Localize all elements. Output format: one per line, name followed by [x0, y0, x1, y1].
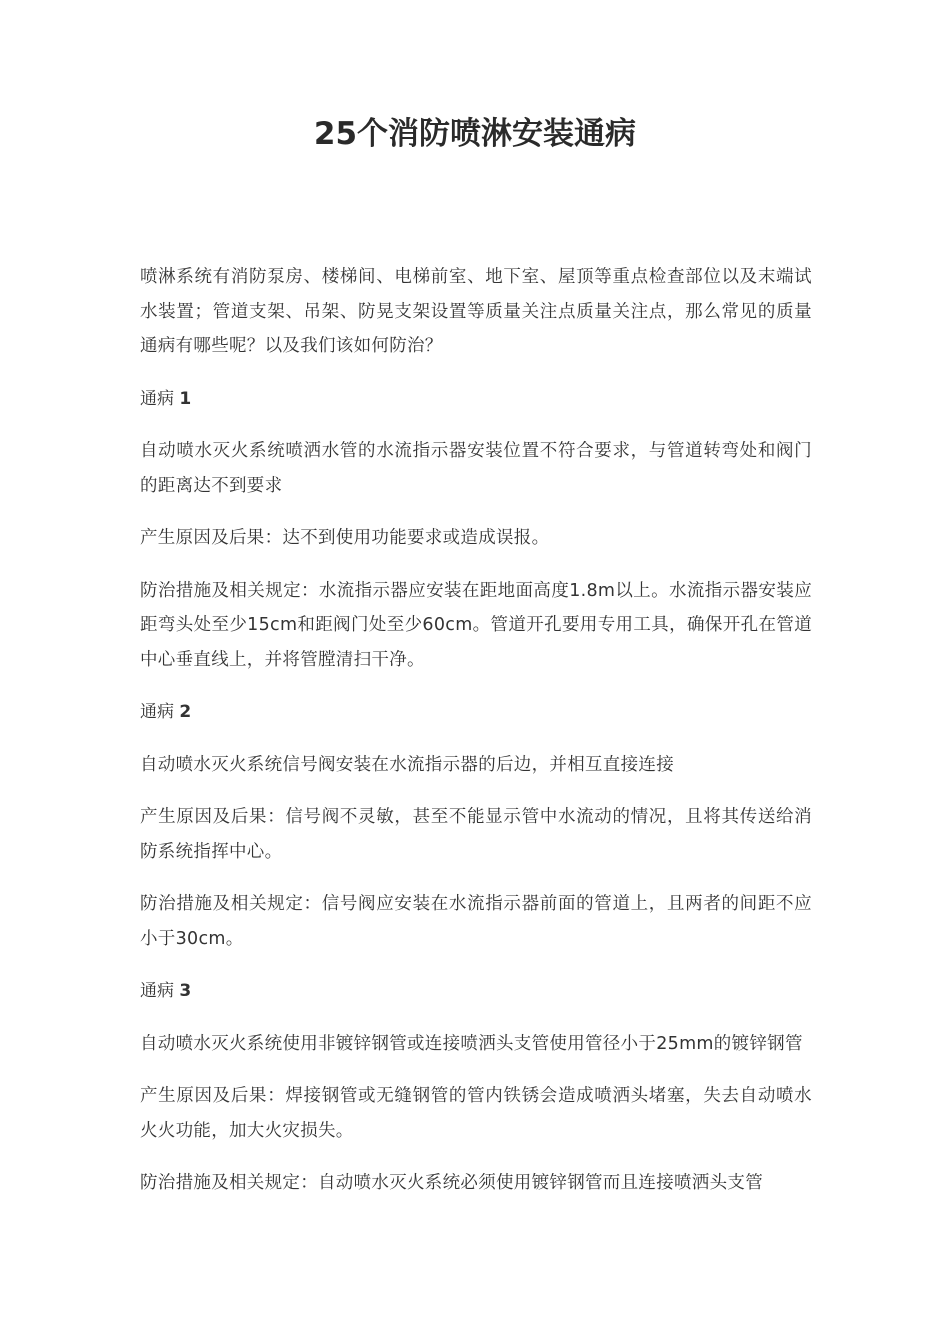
section-heading-label: 通病 — [140, 981, 174, 1001]
section-1-measure: 防治措施及相关规定：水流指示器应安装在距地面高度1.8m以上。水流指示器安装应距弯头处至少15cm和距阀门处至少60cm。管道开孔要用专用工具，确保开孔在管道中心垂直线上，并将管膛清扫干净。 — [140, 580, 812, 670]
section-3-cause: 产生原因及后果：焊接钢管或无缝钢管的管内铁锈会造成喷洒头堵塞，失去自动喷水火火功能，加大火灾损失。 — [140, 1086, 812, 1141]
section-heading-label: 通病 — [140, 702, 174, 722]
section-heading-number: 2 — [179, 702, 192, 722]
section-1-problem: 自动喷水灭火系统喷洒水管的水流指示器安装位置不符合要求，与管道转弯处和阀门的距离达不到要求 — [140, 441, 812, 496]
section-2-cause: 产生原因及后果：信号阀不灵敏，甚至不能显示管中水流动的情况，且将其传送给消防系统指挥中心。 — [140, 807, 812, 862]
intro-paragraph: 喷淋系统有消防泵房、楼梯间、电梯前室、地下室、屋顶等重点检查部位以及末端试水装置；管道支架、吊架、防晃支架设置等质量关注点质量关注点，那么常见的质量通病有哪些呢？以及我们该如何防治？ — [140, 267, 812, 356]
section-heading-label: 通病 — [140, 388, 174, 409]
section-heading-1 — [140, 382, 812, 417]
section-heading-number: 3 — [179, 981, 192, 1001]
section-heading-2 — [140, 695, 812, 730]
section-1-cause: 产生原因及后果：达不到使用功能要求或造成误报。 — [140, 528, 550, 548]
section-3-measure: 防治措施及相关规定：自动喷水灭火系统必须使用镀锌钢管而且连接喷洒头支管 — [140, 1173, 763, 1193]
section-heading-number: 1 — [179, 388, 192, 409]
section-heading-3 — [140, 974, 812, 1009]
document-body — [140, 260, 812, 1219]
section-2-measure: 防治措施及相关规定：信号阀应安装在水流指示器前面的管道上，且两者的间距不应小于30cm。 — [140, 894, 812, 949]
section-3-problem: 自动喷水灭火系统使用非镀锌钢管或连接喷洒头支管使用管径小于25mm的镀锌钢管 — [140, 1033, 803, 1054]
section-2-problem: 自动喷水灭火系统信号阀安装在水流指示器的后边，并相互直接连接 — [140, 754, 674, 775]
document-title: 25个消防喷淋安装通病 — [313, 116, 637, 152]
